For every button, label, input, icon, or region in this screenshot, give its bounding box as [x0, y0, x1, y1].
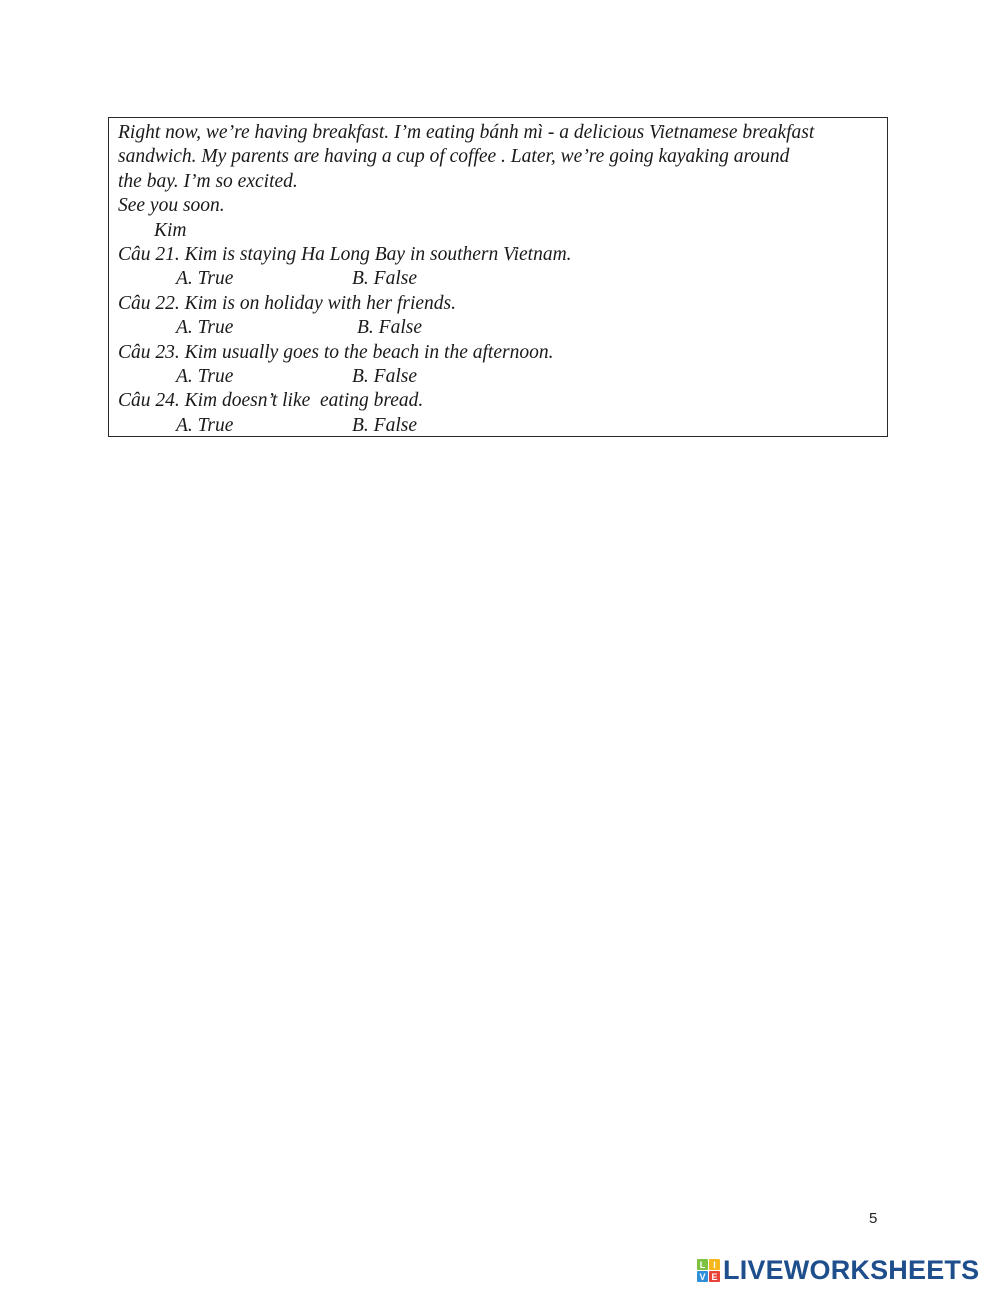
- question-21-option-true[interactable]: A. True: [176, 268, 234, 290]
- logo-cell-v: V: [697, 1271, 708, 1282]
- question-23-options: [118, 365, 887, 389]
- passage-line: the bay. I’m so excited.: [118, 170, 298, 192]
- logo-cell-e: E: [709, 1271, 720, 1282]
- logo-wordmark: LIVEWORKSHEETS: [723, 1255, 980, 1285]
- question-21-text: Câu 21. Kim is staying Ha Long Bay in southern Vietnam.: [118, 243, 572, 265]
- question-24-options: [118, 414, 887, 438]
- question-22-option-true[interactable]: A. True: [176, 317, 234, 339]
- question-21-option-false[interactable]: B. False: [352, 268, 417, 290]
- question-23-text: Câu 23. Kim usually goes to the beach in the afternoon.: [118, 341, 554, 363]
- question-24-option-true[interactable]: A. True: [176, 414, 234, 436]
- question-22-text: Câu 22. Kim is on holiday with her friends.: [118, 292, 457, 314]
- question-23-option-true[interactable]: A. True: [176, 365, 234, 387]
- question-22-option-false[interactable]: B. False: [357, 317, 422, 339]
- passage-signature: Kim: [154, 219, 187, 241]
- logo-cell-i: I: [709, 1259, 720, 1270]
- page-number: 5: [869, 1210, 878, 1227]
- question-23-option-false[interactable]: B. False: [352, 365, 417, 387]
- question-24-text: Câu 24. Kim doesn’t like eating bread.: [118, 390, 424, 412]
- passage-line: See you soon.: [118, 195, 225, 217]
- question-22-options: [118, 316, 887, 340]
- reading-passage-box: [108, 117, 888, 437]
- logo-live-icon: [697, 1259, 720, 1282]
- passage-line: Right now, we’re having breakfast. I’m eating bánh mì - a delicious Vietnamese breakfast: [118, 122, 815, 143]
- question-21-options: [118, 267, 887, 291]
- question-24-option-false[interactable]: B. False: [352, 414, 417, 436]
- liveworksheets-logo: [697, 1257, 979, 1284]
- passage-line: sandwich. My parents are having a cup of coffee . Later, we’re going kayaking around: [118, 146, 790, 168]
- logo-cell-l: L: [697, 1259, 708, 1270]
